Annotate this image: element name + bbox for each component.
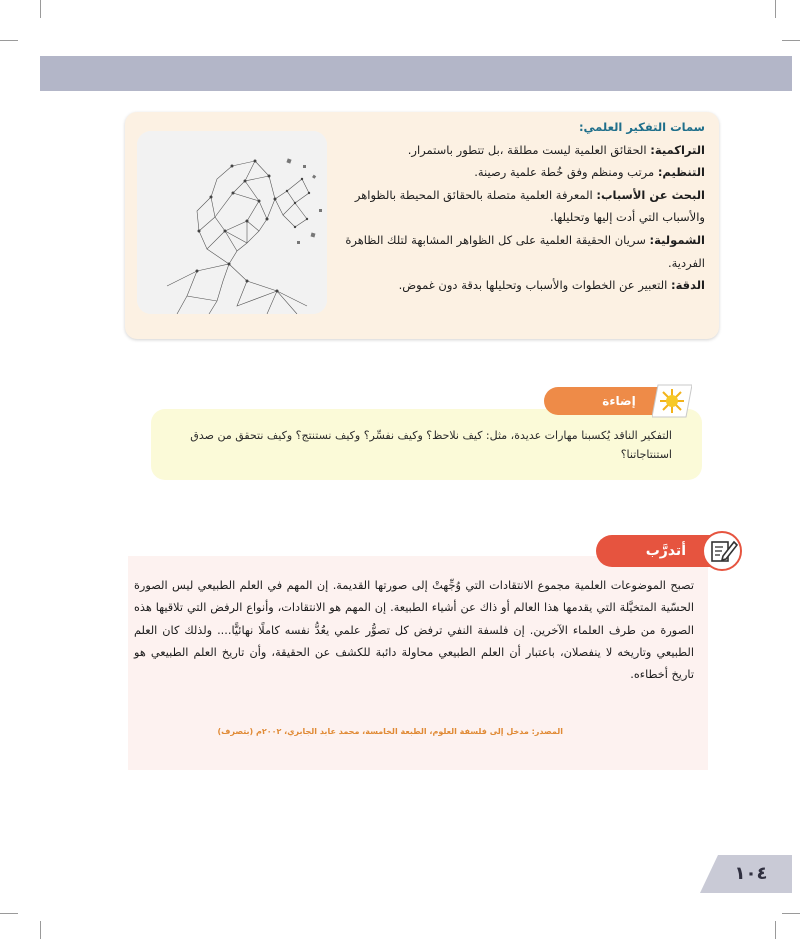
- highlight-text: التفكير الناقد يُكسبنا مهارات عديدة، مثل: كيف نلاحظ؟ وكيف نفسِّر؟ وكيف نستنتج؟ وكيف نتحقق من صدق استنتاجاتنا؟: [190, 429, 672, 461]
- crop-mark: [0, 913, 18, 914]
- trait-text: الحقائق العلمية ليست مطلقة ،بل تتطور باستمرار.: [407, 142, 651, 157]
- page-number: ١٠٤: [734, 863, 768, 884]
- trait-item: [325, 139, 705, 162]
- trait-item: [325, 274, 705, 297]
- trait-text: مرتب ومنظم وفق خُطة علمية رصينة.: [474, 165, 658, 180]
- low-poly-head-illustration: [137, 131, 327, 314]
- scientific-thinking-card: [125, 112, 719, 339]
- trait-item: [325, 184, 705, 229]
- trait-keyword: الدقة:: [670, 278, 705, 293]
- practice-source: المصدر: مدخل إلى فلسفة العلوم، الطبعة الخامسة، محمد عابد الجابري، ٢٠٠٢م (بتصرف): [217, 727, 563, 736]
- crop-mark: [0, 40, 18, 41]
- trait-text: سريان الحقيقة العلمية على كل الظواهر المشابهة لتلك الظاهرة الفردية.: [345, 232, 705, 270]
- practice-tab: [596, 535, 716, 567]
- crop-mark: [782, 40, 800, 41]
- header-band: [40, 56, 792, 91]
- practice-label: أتدرَّب: [645, 543, 686, 559]
- highlight-box: [151, 409, 702, 480]
- trait-item: [325, 161, 705, 184]
- highlight-label: إضاءة: [602, 394, 636, 408]
- practice-box: [128, 556, 708, 770]
- pencil-notepad-icon: [701, 530, 743, 572]
- trait-text: المعرفة العلمية متصلة بالحقائق المحيطة بالظواهر والأسباب التي أدت إليها وتحليلها.: [354, 187, 705, 225]
- trait-keyword: التراكمية:: [650, 142, 705, 157]
- trait-text: التعبير عن الخطوات والأسباب وتحليلها بدقة دون غموض.: [398, 278, 671, 293]
- practice-text: تصبح الموضوعات العلمية مجموع الانتقادات التي وُجِّهتْ إلى صورتها القديمة. إن المهم في العلم الطبيعي ليس الصورة الحسّية المتخيَّلة التي يقدمها هذا العالم أو ذاك عن أشياء الطبيعة. إن المهم هو الانتقادات، وأنواع الرفض التي تلاقيها هذه الصورة من طرف العلماء الآخرين. إن فلسفة النفي ترفض كل تصوُّر علمي يعُدُّ نفسه كاملًا نهائيًّا.... ولذلك كان العلم الطبيعي وتاريخه لا ينفصلان، باعتبار أن العلم الطبيعي محاولة دائبة للكشف عن الحقيقة، وأن تاريخ العلم الطبيعي هو تاريخ أخطاءه.: [134, 579, 694, 682]
- crop-mark: [775, 921, 776, 939]
- low-poly-head-image: [137, 131, 327, 314]
- crop-mark: [775, 0, 776, 18]
- page-number-tab: [700, 855, 792, 893]
- scientific-thinking-text: [325, 116, 705, 297]
- crop-mark: [782, 913, 800, 914]
- crop-mark: [40, 921, 41, 939]
- trait-keyword: الشمولية:: [649, 232, 705, 247]
- trait-item: [325, 229, 705, 274]
- crop-mark: [40, 0, 41, 18]
- sun-icon: [652, 383, 692, 419]
- section-heading: سمات التفكير العلمي:: [578, 120, 705, 134]
- highlight-tab: [544, 387, 664, 415]
- trait-keyword: التنظيم:: [657, 165, 705, 180]
- trait-keyword: البحث عن الأسباب:: [596, 187, 705, 202]
